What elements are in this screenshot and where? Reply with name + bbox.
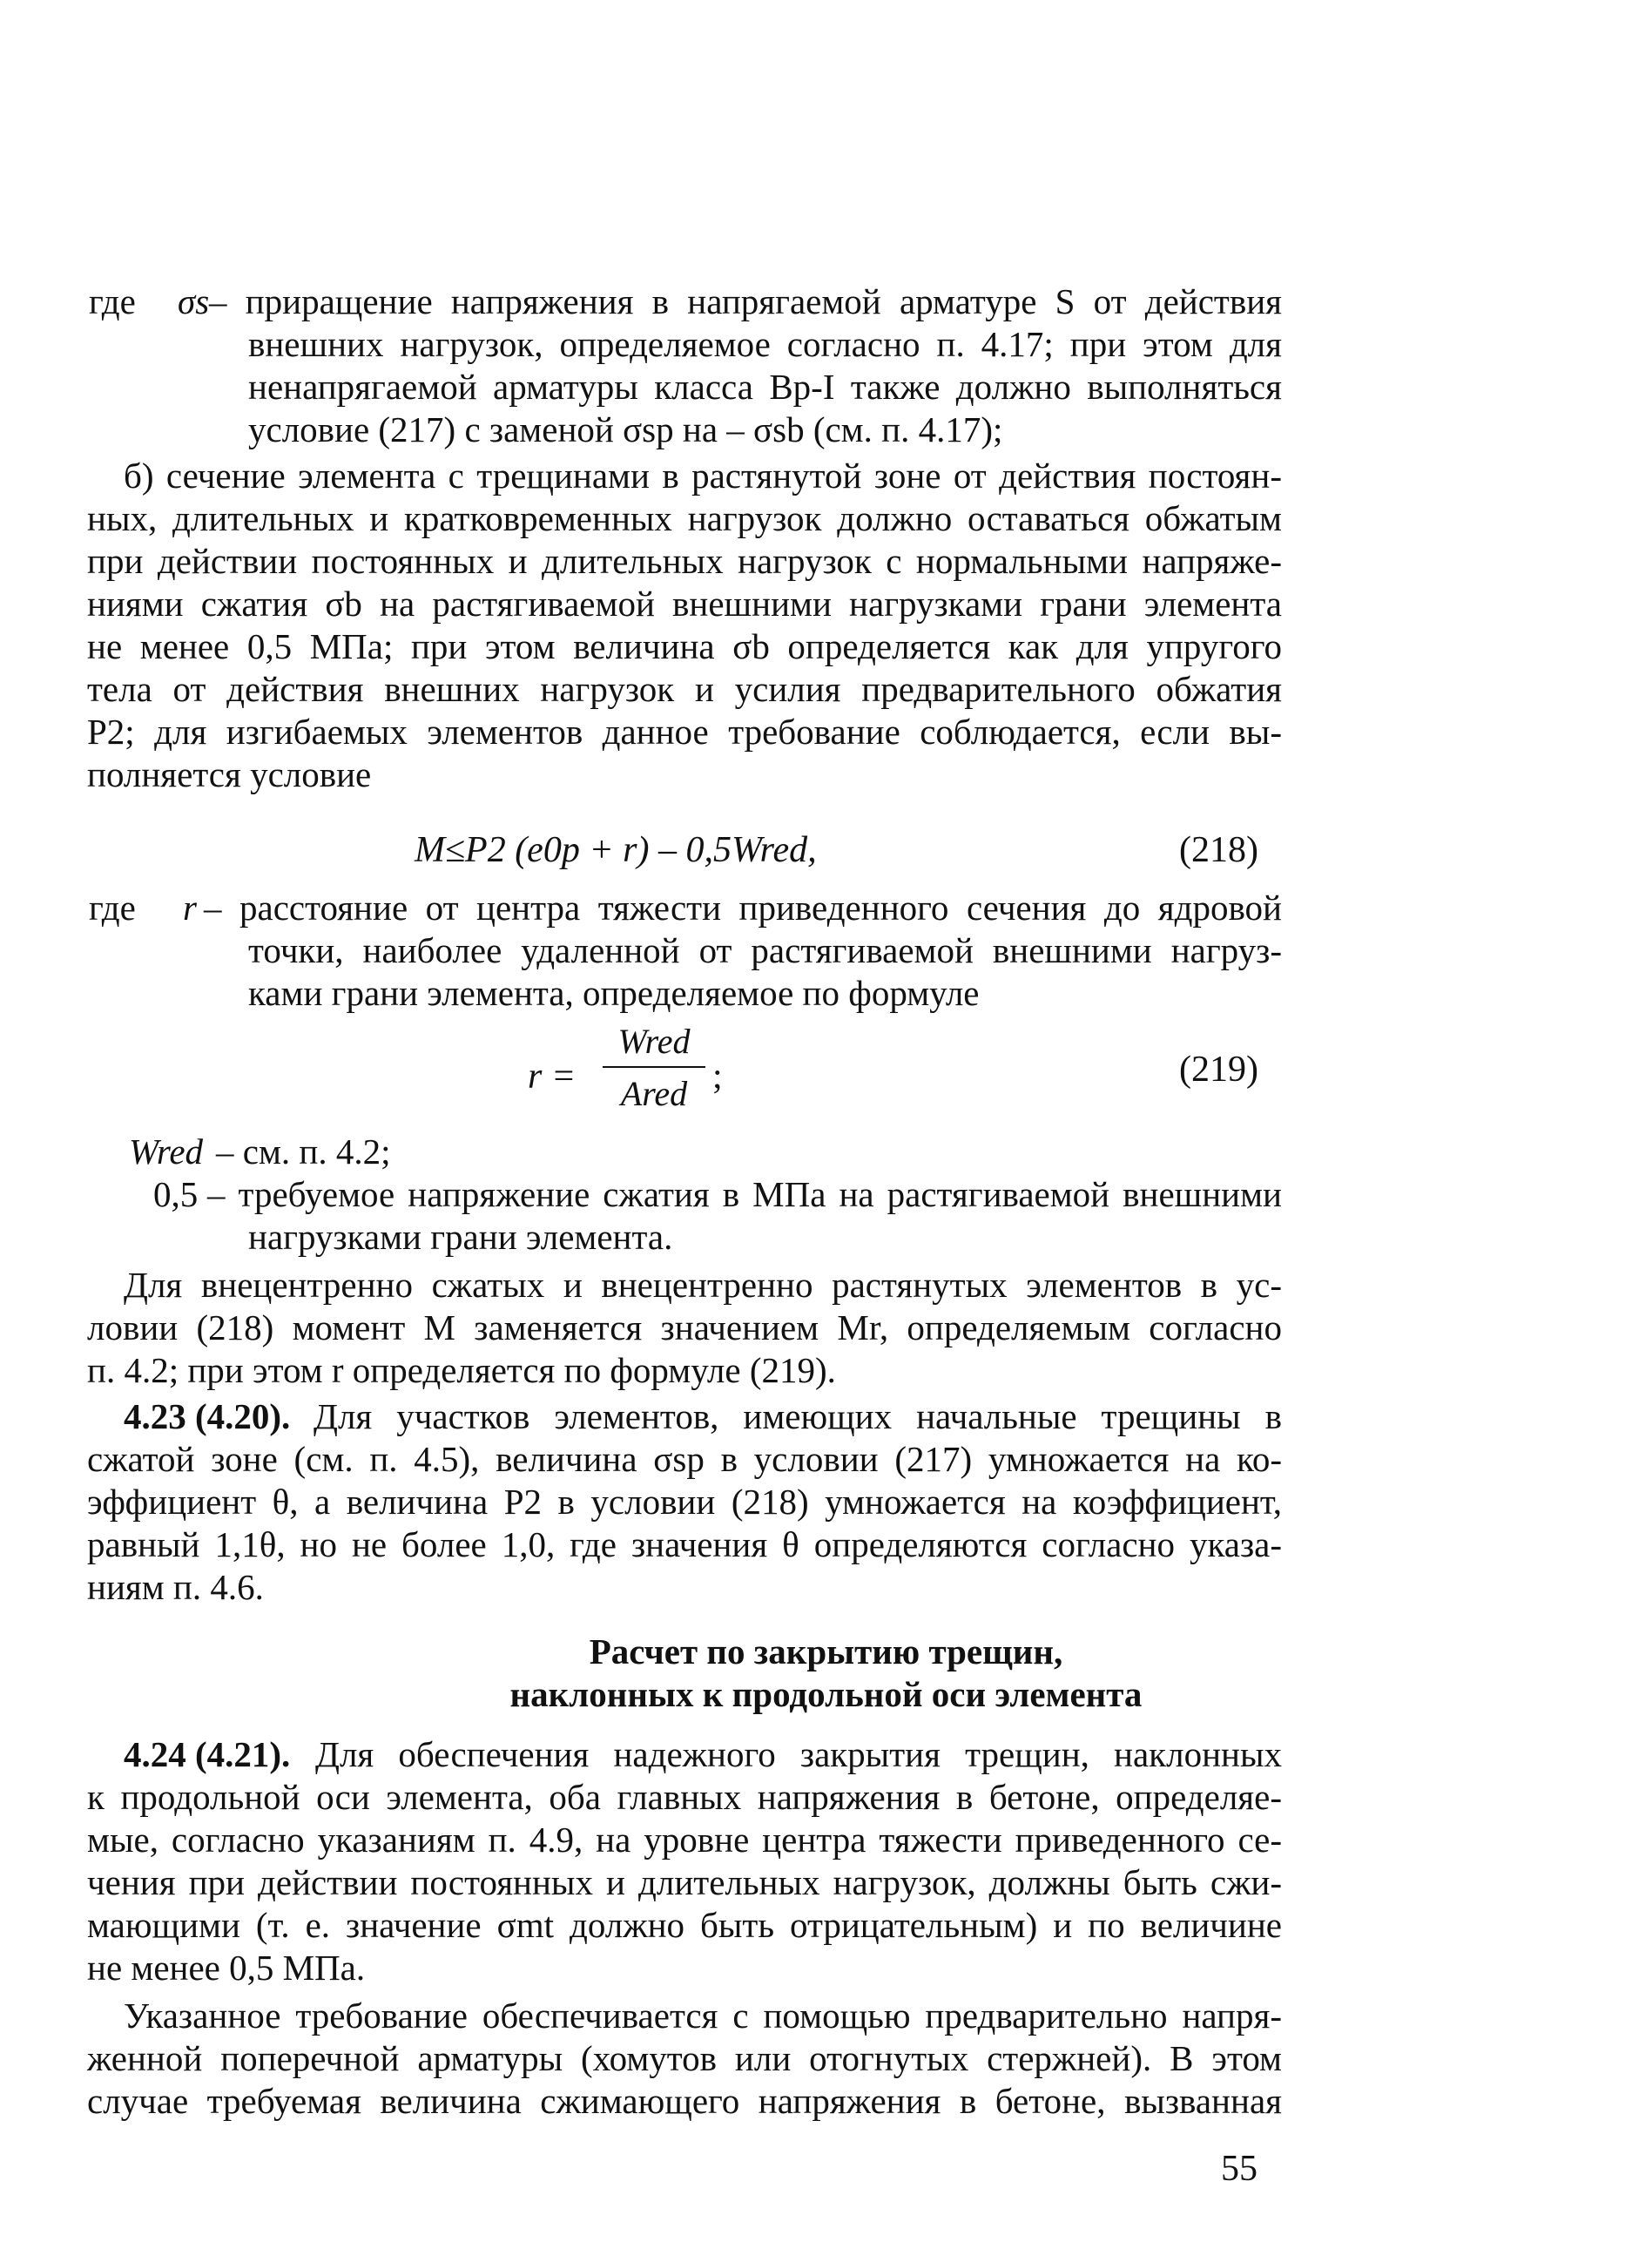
r-symbol: r <box>183 888 197 928</box>
text-line: эффициент θ, а величина P2 в условии (218) умножается на коэффициент, <box>87 1482 1282 1522</box>
equation-218: M≤P2 (e0p + r) – 0,5Wred, <box>415 830 817 870</box>
text-line: ных, длительных и кратковременных нагрузок должно оставаться обжатым <box>87 498 1282 538</box>
text-line: Для обеспечения надежного закрытия трещин, наклонных <box>315 1734 1282 1774</box>
text-line: точки, наиболее удаленной от растягиваемой внешними нагруз- <box>248 930 1282 970</box>
text-line: ловии (218) момент M заменяется значением Mr, определяемым согласно <box>87 1307 1282 1347</box>
text-line: случае требуемая величина сжимающего напряжения в бетоне, вызванная <box>87 2081 1282 2121</box>
where-label: где <box>89 888 136 928</box>
text-line: полняется условие <box>87 754 372 794</box>
text-line: условие (217) с заменой σsp на – σsb (см. п. 4.17); <box>248 409 1003 449</box>
text-line: не менее 0,5 МПа. <box>87 1948 366 1988</box>
where-label: где <box>89 281 136 321</box>
section-number: 4.24 (4.21). <box>124 1734 291 1774</box>
text-line: при действии постоянных и длительных нагрузок с нормальными напряже- <box>87 541 1282 581</box>
text-line: мые, согласно указаниям п. 4.9, на уровне центра тяжести приведенного се- <box>87 1820 1282 1860</box>
text-line: – приращение напряжения в напрягаемой арматуре S от действия <box>209 281 1282 321</box>
text-line: Указанное требование обеспечивается с помощью предварительно напря- <box>124 1996 1282 2036</box>
equation-219-numerator: Wred <box>617 1022 691 1061</box>
text-line: ненапрягаемой арматуры класса Вр-I также должно выполняться <box>248 367 1282 407</box>
text-line: ками грани элемента, определяемое по формуле <box>248 973 980 1013</box>
text-line: – требуемое напряжение сжатия в МПа на растягиваемой внешними <box>207 1174 1282 1214</box>
fraction-bar <box>603 1066 705 1068</box>
text-line: мающими (т. е. значение σmt должно быть отрицательным) и по величине <box>87 1905 1282 1945</box>
text-line: Для участков элементов, имеющих начальные трещины в <box>314 1396 1282 1436</box>
text-line: ниями сжатия σb на растягиваемой внешними нагрузками грани элемента <box>87 584 1282 624</box>
section-heading-line-2: наклонных к продольной оси элемента <box>509 1674 1143 1714</box>
wred-symbol: Wred <box>129 1131 204 1172</box>
section-heading-line-1: Расчет по закрытию трещин, <box>589 1631 1063 1671</box>
equation-219-tail: ; <box>712 1057 723 1097</box>
text-line: п. 4.2; при этом r определяется по формуле (219). <box>87 1350 836 1390</box>
half-symbol: 0,5 <box>153 1174 199 1214</box>
text-line: женной поперечной арматуры (хомутов или отогнутых стержней). В этом <box>87 2038 1282 2078</box>
text-line: внешних нагрузок, определяемое согласно п. 4.17; при этом для <box>248 324 1282 364</box>
page-number: 55 <box>1221 2149 1258 2189</box>
text-line: P2; для изгибаемых элементов данное требование соблюдается, если вы- <box>87 712 1282 752</box>
equation-number-219: (219) <box>1179 1050 1258 1090</box>
text-line: – расстояние от центра тяжести приведенного сечения до ядровой <box>204 888 1282 928</box>
text-line: к продольной оси элемента, оба главных напряжения в бетоне, определяе- <box>87 1777 1282 1817</box>
text-line: ниям п. 4.6. <box>87 1567 264 1607</box>
section-number: 4.23 (4.20). <box>124 1396 291 1436</box>
text-line: – см. п. 4.2; <box>216 1131 391 1172</box>
text-line: тела от действия внешних нагрузок и усилия предварительного обжатия <box>87 669 1282 709</box>
equation-219-lhs: r = <box>528 1057 577 1097</box>
text-line: равный 1,1θ, но не более 1,0, где значения θ определяются согласно указа- <box>87 1524 1282 1564</box>
text-line: сжатой зоне (см. п. 4.5), величина σsp в условии (217) умножается на ко- <box>87 1439 1282 1479</box>
text-line: нагрузками грани элемента. <box>248 1217 673 1257</box>
sigma-s-symbol: σs <box>178 281 210 321</box>
text-line: Для внецентренно сжатых и внецентренно растянутых элементов в ус- <box>124 1265 1282 1305</box>
text-line: не менее 0,5 МПа; при этом величина σb определяется как для упругого <box>87 626 1282 666</box>
text-line: чения при действии постоянных и длительных нагрузок, должны быть сжи- <box>87 1862 1282 1902</box>
equation-219-denominator: Ared <box>620 1074 688 1113</box>
text-line: б) сечение элемента с трещинами в растянутой зоне от действия постоян- <box>124 456 1282 496</box>
equation-number-218: (218) <box>1179 830 1258 870</box>
